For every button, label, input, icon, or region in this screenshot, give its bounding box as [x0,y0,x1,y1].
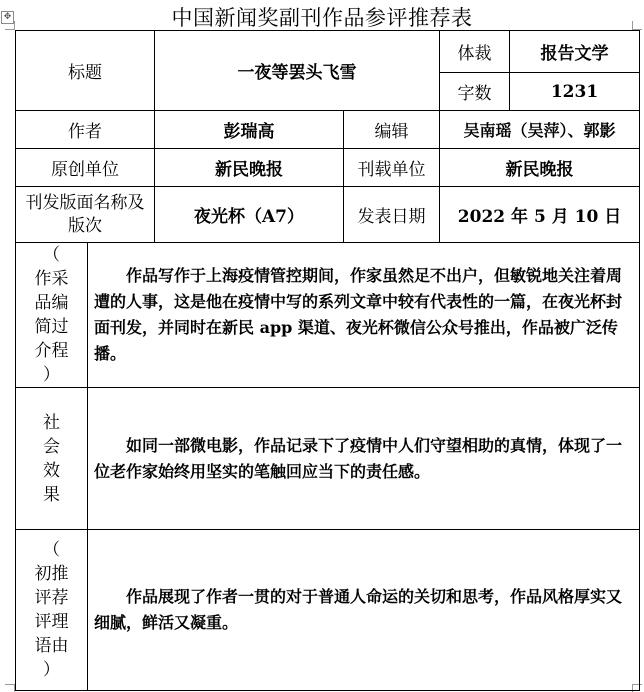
crop-mark-top-left [5,21,15,30]
title-label: 标题 [16,31,155,111]
pub-unit-label: 刊载单位 [344,149,440,187]
review-text: 作品展现了作者一贯的对于普通人命运的关切和思考，作品风格厚实又细腻，鲜活又凝重。 [88,530,640,691]
wordcount-label: 字数 [440,73,510,111]
effect-text: 如同一部微电影，作品记录下了疫情中人们守望相助的真情，体现了一位老作家始终用坚实的笔触回应当下的责任感。 [88,388,640,530]
author-label: 作者 [16,111,155,149]
crop-mark-top-right [632,21,642,30]
wordcount-value: 1231 [510,73,640,111]
editor-label: 编辑 [344,111,440,149]
table-move-handle-icon[interactable]: ✥ [1,11,14,24]
pub-unit-value: 新民晚报 [440,149,640,187]
page-name-label: 刊发版面名称及版次 [16,187,155,243]
orig-unit-label: 原创单位 [16,149,155,187]
date-label: 发表日期 [344,187,440,243]
editor-value: 吴南瑶（吴萍）、郭影 [440,111,640,149]
title-value: 一夜等罢头飞雪 [155,31,440,111]
effect-label: 社 会 效 果 [16,388,88,530]
date-value: 2022 年 5 月 10 日 [440,187,640,243]
crop-mark-bottom-left [5,684,15,692]
review-label: （ 初推 评荐 评理 语由 ） [16,530,88,691]
page-name-value: 夜光杯（A7） [155,187,344,243]
recommendation-form-table [15,30,640,691]
intro-text: 作品写作于上海疫情管控期间，作家虽然足不出户，但敏锐地关注着周遭的人事，这是他在疫情中写的系列文章中较有代表性的一篇，在夜光杯封面刊发，并同时在新民 app 渠道、夜光杯微信公众号推出，作品被广泛传播。 [88,243,640,388]
author-value: 彭瑞高 [155,111,344,149]
genre-value: 报告文学 [510,31,640,73]
page-title: 中国新闻奖副刊作品参评推荐表 [171,6,473,30]
genre-label: 体裁 [440,31,510,73]
orig-unit-value: 新民晚报 [155,149,344,187]
intro-label: （ 作采 品编 简过 介程 ） [16,243,88,388]
